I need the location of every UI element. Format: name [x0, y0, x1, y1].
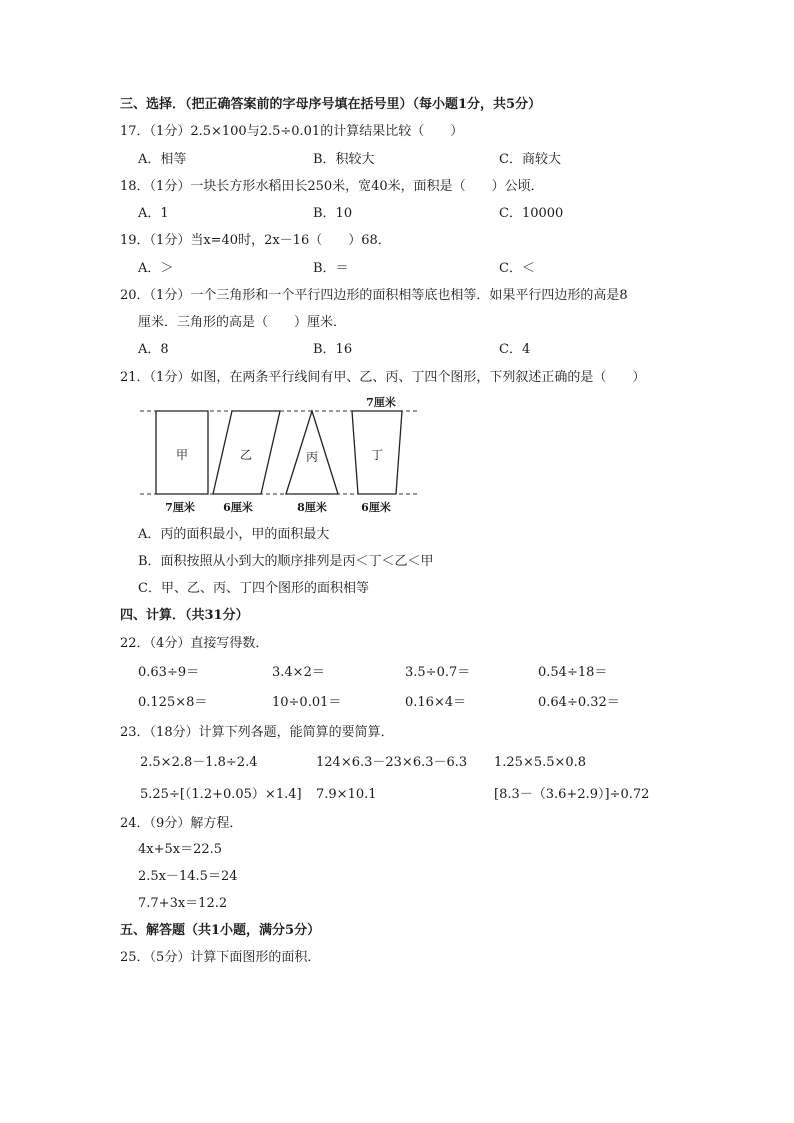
shape-bing-label: 丙	[305, 450, 319, 464]
question-24-stem: 24．（9分）解方程．	[120, 816, 243, 831]
q23-item-1: 2.5×2.8－1.8÷2.4	[140, 755, 258, 770]
q23-item-2: 124×6.3－23×6.3－6.3	[316, 755, 468, 770]
q24-equation-3: 7.7+3x＝12.2	[138, 896, 228, 911]
question-22-stem: 22．（4分）直接写得数．	[120, 636, 269, 651]
bottom-length-label-ding: 6厘米	[361, 501, 391, 514]
question-18-option-a: A．1	[138, 206, 169, 221]
question-23-stem: 23．（18分）计算下列各题，能简算的要简算．	[120, 725, 394, 740]
bottom-length-label-yi: 6厘米	[223, 501, 253, 514]
question-21-option-c: C．甲、乙、丙、丁四个图形的面积相等	[138, 581, 369, 596]
bottom-length-label-bing: 8厘米	[297, 501, 327, 514]
shape-ding-label: 丁	[370, 448, 384, 462]
section-3-heading: 三、选择．（把正确答案前的字母序号填在括号里）（每小题1分，共5分）	[120, 97, 542, 112]
question-20-option-c: C．4	[499, 342, 531, 357]
q22-item-3: 3.5÷0.7＝	[405, 665, 471, 680]
question-21-option-b: B．面积按照从小到大的顺序排列是丙＜丁＜乙＜甲	[138, 554, 434, 569]
parallel-lines-figure	[140, 393, 420, 518]
q22-item-6: 10÷0.01＝	[272, 695, 342, 710]
top-length-label: 7厘米	[366, 396, 396, 409]
q24-equation-1: 4x+5x＝22.5	[138, 842, 223, 857]
section-5-heading: 五、解答题（共1小题，满分5分）	[120, 923, 321, 938]
question-25-stem: 25．（5分）计算下面图形的面积．	[120, 950, 321, 965]
question-20-stem-line1: 20．（1分）一个三角形和一个平行四边形的面积相等底也相等．如果平行四边形的高是8	[120, 288, 628, 303]
question-19-option-a: A．＞	[138, 261, 174, 276]
q22-item-1: 0.63÷9＝	[138, 665, 200, 680]
question-17-option-c: C．商较大	[499, 152, 561, 167]
shape-yi-label: 乙	[239, 448, 253, 462]
question-18-option-b: B．10	[313, 206, 353, 221]
question-19-option-c: C．＜	[499, 261, 535, 276]
section-4-heading: 四、计算．（共31分）	[120, 608, 249, 623]
question-20-option-a: A．8	[138, 342, 169, 357]
q23-item-5: 7.9×10.1	[316, 787, 377, 802]
question-17-stem: 17．（1分）2.5×100与2.5÷0.01的计算结果比较（ ）	[120, 124, 464, 139]
question-17-option-a: A．相等	[138, 152, 187, 167]
question-20-option-b: B．16	[313, 342, 353, 357]
q22-item-7: 0.16×4＝	[405, 695, 467, 710]
question-18-stem: 18．（1分）一块长方形水稻田长250米，宽40米，面积是（ ）公顷．	[120, 179, 544, 194]
question-17-option-b: B．积较大	[313, 152, 375, 167]
question-19-stem: 19．（1分）当x=40时，2x－16（ ）68．	[120, 233, 391, 248]
q22-item-4: 0.54÷18＝	[538, 665, 608, 680]
q22-item-2: 3.4×2＝	[272, 665, 325, 680]
q22-item-5: 0.125×8＝	[138, 695, 208, 710]
shape-jia-label: 甲	[175, 448, 189, 462]
question-20-stem-line2: 厘米．三角形的高是（ ）厘米．	[138, 315, 347, 330]
bottom-length-label-jia: 7厘米	[165, 501, 195, 514]
question-21-option-a: A．丙的面积最小，甲的面积最大	[138, 527, 330, 542]
q22-item-8: 0.64÷0.32＝	[538, 695, 620, 710]
q24-equation-2: 2.5x－14.5＝24	[138, 869, 238, 884]
q23-item-6: [8.3－（3.6+2.9）]÷0.72	[494, 787, 650, 802]
q23-item-4: 5.25÷[（1.2+0.05）×1.4]	[140, 787, 302, 802]
question-18-option-c: C．10000	[499, 206, 564, 221]
q23-item-3: 1.25×5.5×0.8	[494, 755, 587, 770]
question-21-stem: 21．（1分）如图，在两条平行线间有甲、乙、丙、丁四个图形，下列叙述正确的是（ ）	[120, 370, 646, 385]
question-19-option-b: B．＝	[313, 261, 349, 276]
